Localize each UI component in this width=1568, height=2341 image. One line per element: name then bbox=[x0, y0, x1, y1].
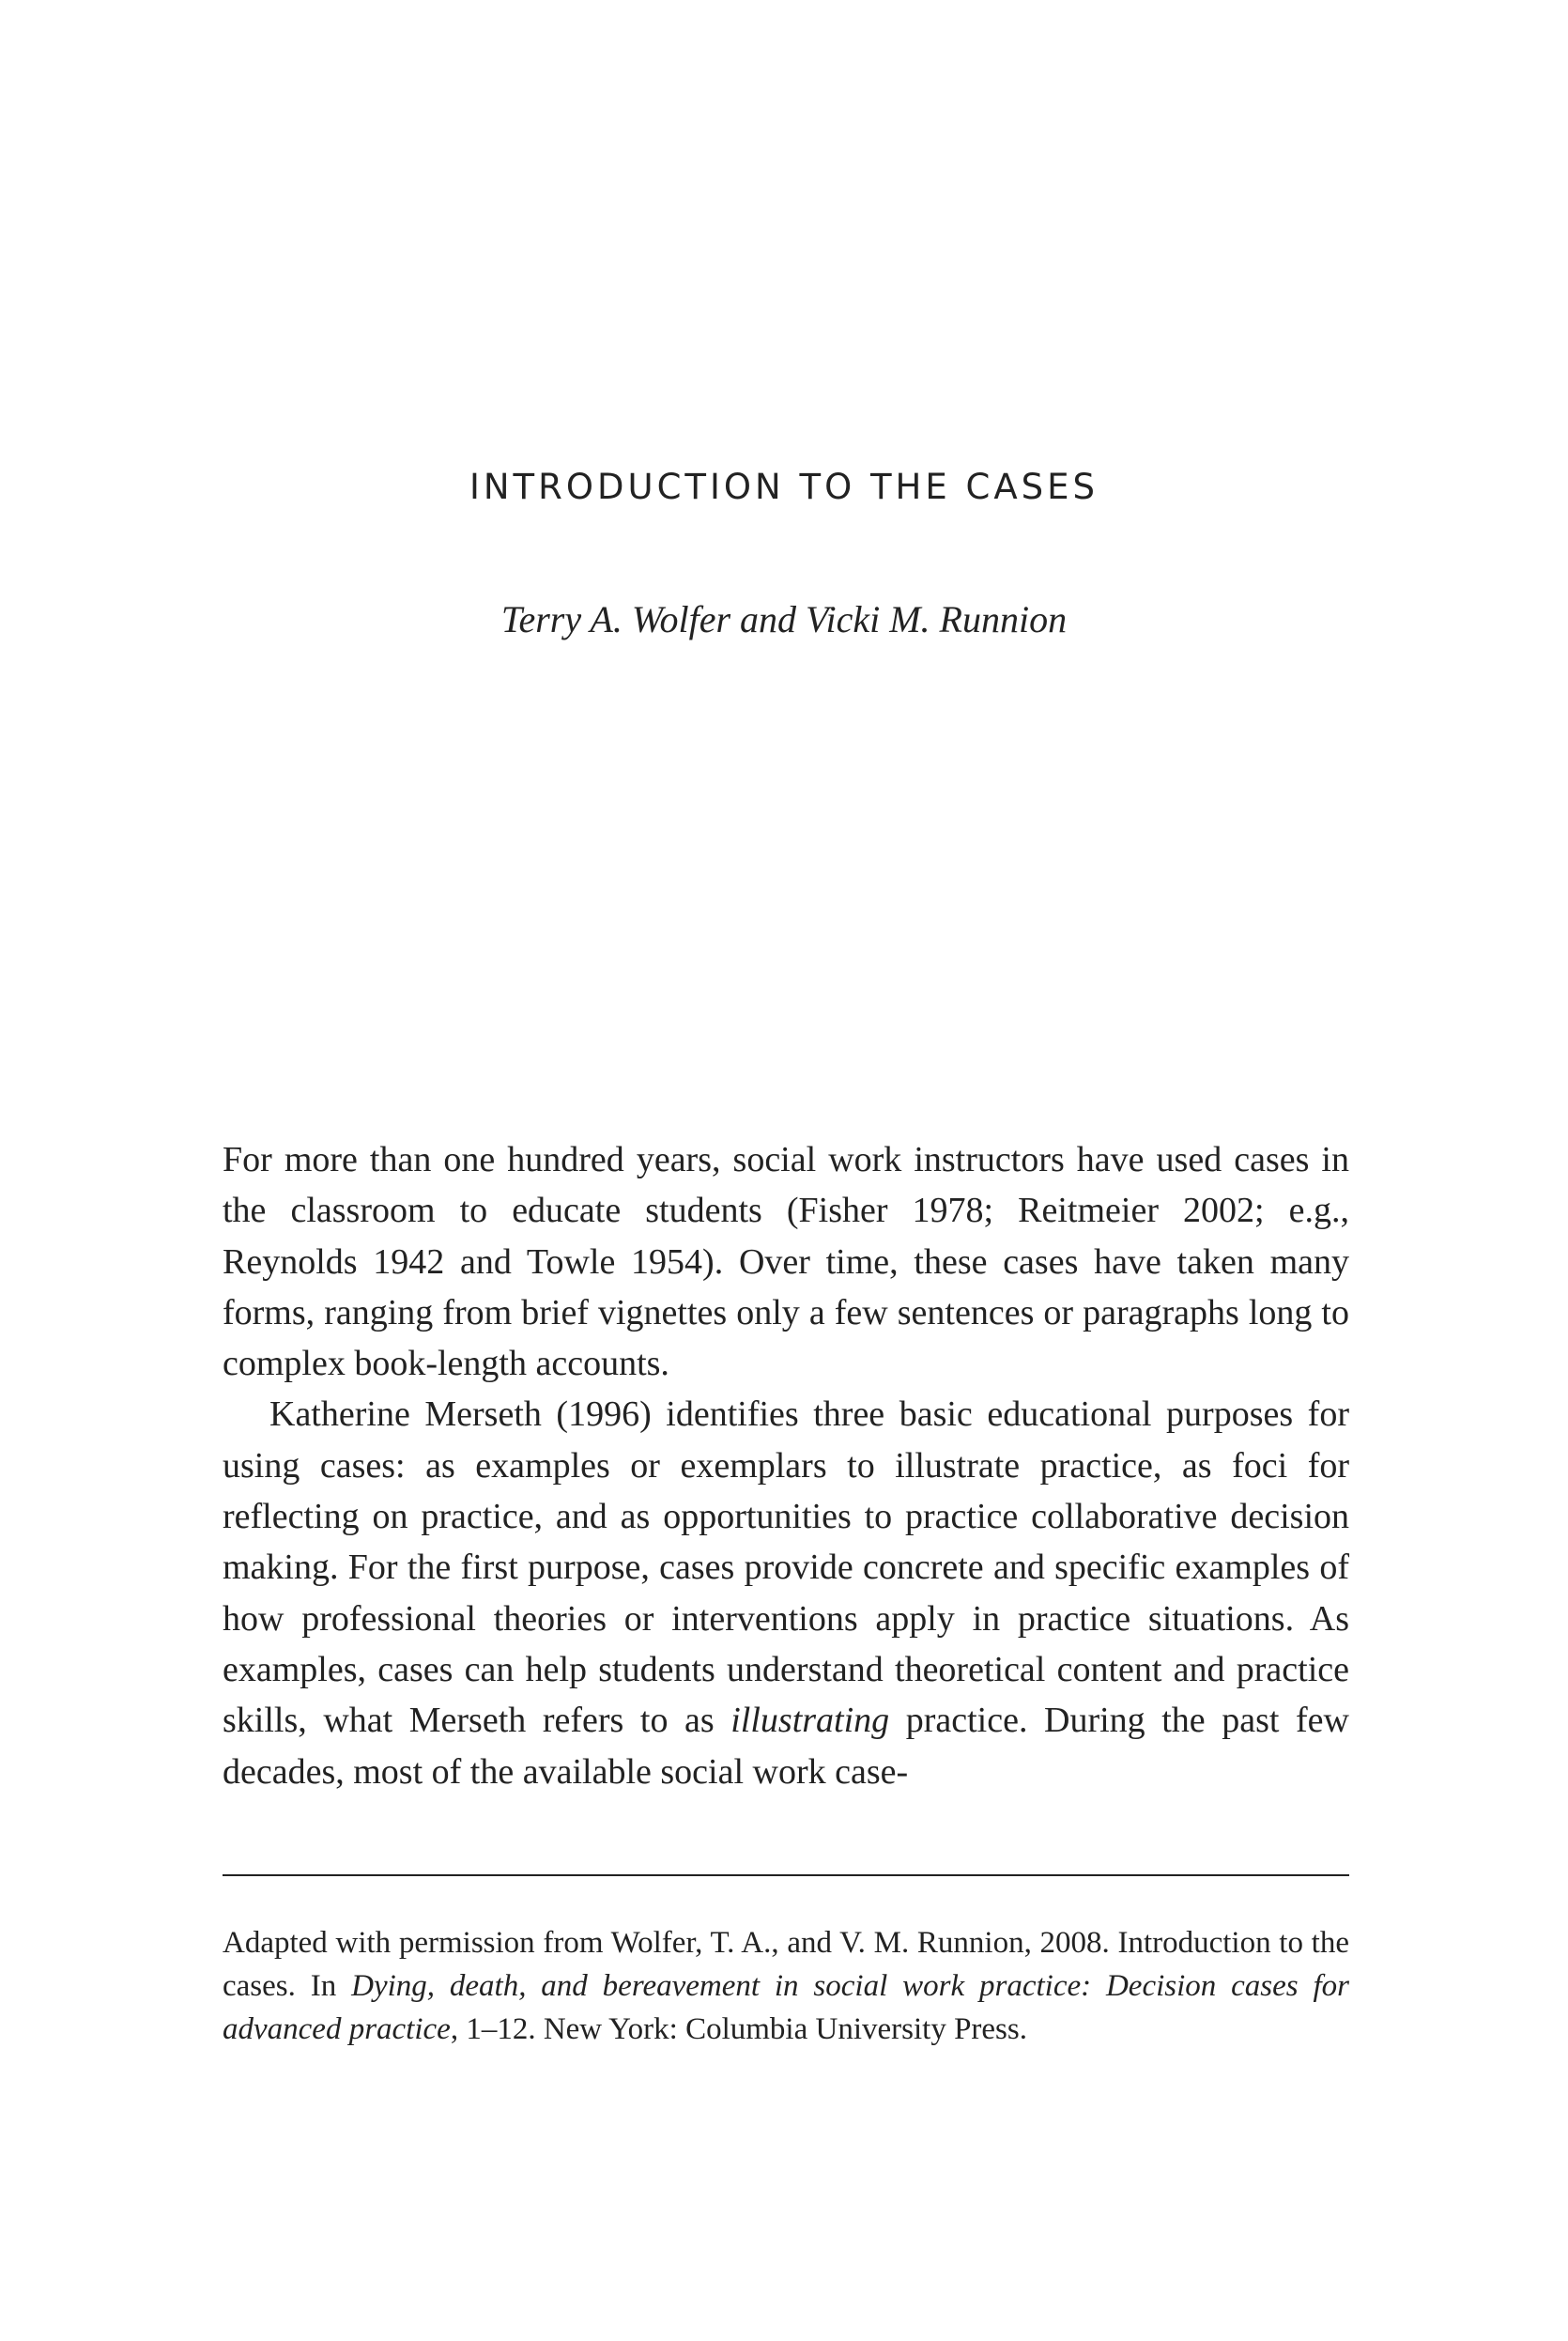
footnote-text-end: , 1–12. New York: Columbia University Press. bbox=[450, 2012, 1027, 2046]
paragraph-1: For more than one hundred years, social work instructors have used cases in the classroom to educate students (Fisher 1978; Reitmeier 2002; e.g., Reynolds 1942 and Towle 1954). Over time, these cases have taken many forms, ranging from brief vignettes only a few sentences or paragraphs long to complex book-length accounts. bbox=[223, 1140, 1349, 1384]
paragraph-2-text-end: practice. During the past few decades, most of the available social work case- bbox=[223, 1701, 1349, 1792]
chapter-title: INTRODUCTION TO THE CASES bbox=[469, 467, 1099, 507]
paragraph-2 bbox=[223, 1389, 1349, 1796]
body-text bbox=[223, 1134, 1349, 1797]
footnote-text: Adapted with permission from Wolfer, T. A., and V. M. Runnion, 2008. Introduction to the cases. In bbox=[223, 1926, 1349, 2003]
paragraph-2-italic-term: illustrating bbox=[730, 1701, 890, 1741]
footnote bbox=[223, 1921, 1349, 2051]
footnote-book-title: Dying, death, and bereavement in social work practice: Decision cases for advanced practice bbox=[223, 1969, 1349, 2046]
chapter-authors: Terry A. Wolfer and Vicki M. Runnion bbox=[500, 598, 1068, 640]
paragraph-2-text: Katherine Merseth (1996) identifies three basic educational purposes for using cases: as examples or exemplars to illustrate practice, as foci for reflecting on practice, and as opportunities to practice collaborative decision making. For the first purpose, cases provide concrete and specific examples of how professional theories or interventions apply in practice situations. As examples, cases can help students understand theoretical content and practice skills, what Merseth refers to as bbox=[223, 1394, 1349, 1741]
footnote-divider bbox=[223, 1874, 1349, 1876]
